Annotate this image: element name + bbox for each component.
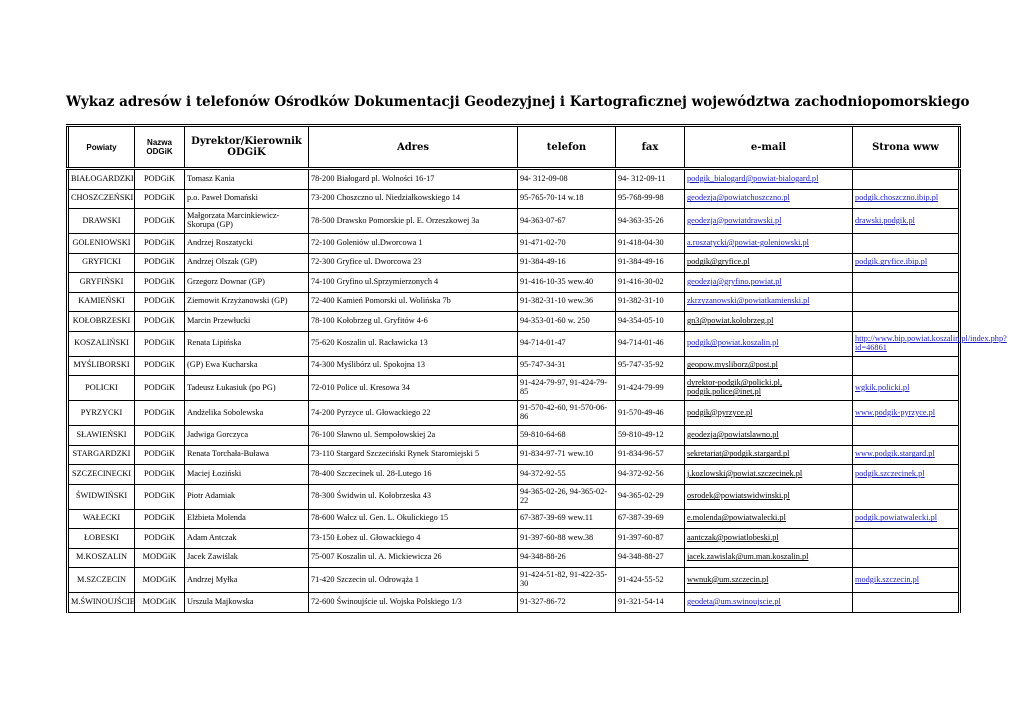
cell-dyrektor: Piotr Adamiak [185,484,309,509]
table-row [68,568,960,593]
cell-nazwa: PODGiK [135,189,185,209]
email-link[interactable]: geodezja@powiatslawno.pl [687,429,779,439]
cell-telefon: 95-765-70-14 w.18 [518,189,616,209]
table-row [68,209,960,234]
email-link[interactable]: osrodek@powiatswidwinski.pl [687,491,790,501]
header-dyrektor: Dyrektor/Kierownik ODGiK [185,126,309,169]
cell-telefon: 94-348-88-26 [518,548,616,568]
cell-www [853,568,960,593]
cell-nazwa: PODGiK [135,292,185,312]
cell-nazwa: MODGiK [135,548,185,568]
email-link[interactable]: geodezja@powiatdrawski.pl [687,215,782,225]
cell-telefon: 95-747-34-31 [518,356,616,376]
cell-nazwa: PODGiK [135,169,185,190]
cell-fax: 91-418-04-30 [616,234,685,254]
cell-nazwa: PODGiK [135,234,185,254]
email-link[interactable]: podgik@gryfice.pl [687,257,750,267]
table-body [68,169,1007,613]
cell-nazwa: PODGiK [135,253,185,273]
page-title: Wykaz adresów i telefonów Ośrodków Dokumentacji Geodezyjnej i Kartograficznej województwa zachodniopomorskiego [66,94,970,110]
www-link[interactable]: podgik.choszczno.ibip.pl [855,193,939,203]
cell-fax: 91-570-49-46 [616,401,685,426]
cell-email [685,593,853,613]
cell-adres: 74-200 Pyrzyce ul. Głowackiego 22 [309,401,518,426]
cell-email [685,426,853,446]
cell-www [853,376,960,401]
cell-www [853,426,960,446]
cell-telefon: 94-365-02-26, 94-365-02-22 [518,484,616,509]
cell-adres: 73-200 Choszczno ul. Niedziałkowskiego 14 [309,189,518,209]
cell-fax: 91-834-96-57 [616,445,685,465]
cell-www [853,529,960,549]
table-header-row [68,126,960,169]
cell-powiat: BIAŁOGARDZKI [68,169,135,190]
table-row [68,253,960,273]
cell-fax: 59-810-49-12 [616,426,685,446]
header-nazwa: Nazwa ODGiK [135,126,185,169]
cell-www [853,548,960,568]
table-row [68,529,960,549]
cell-nazwa: PODGiK [135,465,185,485]
cell-powiat: M.ŚWINOUJŚCIE [68,593,135,613]
cell-fax: 94-365-02-29 [616,484,685,509]
cell-nazwa: PODGiK [135,445,185,465]
cell-email [685,465,853,485]
table-row [68,445,960,465]
cell-fax: 91-424-79-99 [616,376,685,401]
cell-email [685,376,853,401]
cell-dyrektor: p.o. Paweł Domański [185,189,309,209]
cell-powiat: KOSZALIŃSKI [68,331,135,356]
cell-adres: 75-007 Koszalin ul. A. Mickiewicza 26 [309,548,518,568]
table-row [68,376,960,401]
cell-adres: 73-110 Stargard Szczeciński Rynek Staromiejski 5 [309,445,518,465]
cell-telefon: 91-382-31-10 wew.36 [518,292,616,312]
table-row [68,312,960,332]
cell-nazwa: MODGiK [135,593,185,613]
cell-adres: 71-420 Szczecin ul. Odrowąża 1 [309,568,518,593]
cell-fax: 94-372-92-56 [616,465,685,485]
cell-telefon: 91-424-79-97, 91-424-79-85 [518,376,616,401]
cell-email [685,401,853,426]
cell-adres: 78-200 Białogard pl. Wolności 16-17 [309,169,518,190]
cell-www [853,169,960,190]
cell-email [685,209,853,234]
cell-powiat: PYRZYCKI [68,401,135,426]
email-link[interactable]: wwnuk@um.szczecin.pl [687,574,769,584]
cell-dyrektor: Andrzej Myłka [185,568,309,593]
cell-telefon: 91-397-60-88 wew.38 [518,529,616,549]
cell-powiat: CHOSZCZEŃSKI [68,189,135,209]
cell-email [685,509,853,529]
cell-telefon: 91-327-86-72 [518,593,616,613]
table-row [68,593,960,613]
table-row [68,273,960,293]
table-row [68,484,960,509]
www-link[interactable]: drawski.podgik.pl [855,215,915,225]
cell-adres: 76-100 Sławno ul. Sempołowskiej 2a [309,426,518,446]
cell-nazwa: PODGiK [135,273,185,293]
cell-dyrektor: (GP) Ewa Kucharska [185,356,309,376]
cell-www [853,209,960,234]
cell-email [685,292,853,312]
email-link[interactable]: gn3@powiat.kolobrzeg.pl [687,315,774,325]
email-link[interactable]: aantczak@powiatlobeski.pl [687,532,779,542]
cell-nazwa: PODGiK [135,376,185,401]
header-powiaty: Powiaty [68,126,135,169]
cell-email [685,484,853,509]
table-row [68,169,960,190]
cell-adres: 72-400 Kamień Pomorski ul. Wolińska 7b [309,292,518,312]
header-email: e-mail [685,126,853,169]
cell-fax: 94-363-35-26 [616,209,685,234]
email-link[interactable]: jacek.zawislak@um.man.koszalin.pl [687,552,809,562]
cell-dyrektor: Andrzej Olszak (GP) [185,253,309,273]
cell-nazwa: PODGiK [135,509,185,529]
cell-email [685,253,853,273]
email-link[interactable]: geodezja@powiatchoszczno.pl [687,193,790,203]
cell-telefon: 91-416-10-35 wew.40 [518,273,616,293]
cell-www [853,465,960,485]
cell-powiat: DRAWSKI [68,209,135,234]
email-link[interactable]: podgik_bialogard@powiat-bialogard.pl [687,173,819,183]
email-link[interactable]: zkrzyzanowski@powiatkamienski.pl [687,296,810,306]
cell-dyrektor: Andrzej Roszatycki [185,234,309,254]
cell-fax: 91-321-54-14 [616,593,685,613]
email-link[interactable]: geopow.mysliborz@post.pl [687,360,778,370]
www-link[interactable]: www.podgik-pyrzyce.pl [855,407,936,417]
cell-nazwa: PODGiK [135,312,185,332]
cell-dyrektor: Jacek Zawiślak [185,548,309,568]
cell-adres: 74-300 Myślibórz ul. Spokojna 13 [309,356,518,376]
cell-powiat: GRYFICKI [68,253,135,273]
cell-email [685,169,853,190]
cell-adres: 78-600 Wałcz ul. Gen. L. Okulickiego 15 [309,509,518,529]
cell-nazwa: PODGiK [135,209,185,234]
cell-email [685,189,853,209]
cell-www [853,234,960,254]
cell-dyrektor: Maciej Łoziński [185,465,309,485]
cell-email [685,331,853,356]
cell-www [853,509,960,529]
cell-adres: 72-600 Świnoujście ul. Wojska Polskiego 1/3 [309,593,518,613]
www-link[interactable]: modgik.szczecin.pl [855,574,920,584]
table-row [68,234,960,254]
cell-telefon: 91-570-42-60, 91-570-06-86 [518,401,616,426]
cell-dyrektor: Andżelika Sobolewska [185,401,309,426]
cell-email [685,529,853,549]
cell-dyrektor: Adam Antczak [185,529,309,549]
cell-powiat: M.KOSZALIN [68,548,135,568]
cell-adres: 75-620 Koszalin ul. Racławicka 13 [309,331,518,356]
cell-dyrektor: Tomasz Kania [185,169,309,190]
table-row [68,292,960,312]
cell-adres: 73-150 Łobez ul. Głowackiego 4 [309,529,518,549]
www-link[interactable]: www.podgik.stargard.pl [855,449,935,459]
cell-dyrektor: Renata Torchała-Buława [185,445,309,465]
cell-powiat: SZCZECINECKI [68,465,135,485]
cell-fax: 91-397-60-87 [616,529,685,549]
email-link[interactable]: geodeta@um.swinoujscie.pl [687,596,781,606]
cell-fax: 67-387-39-69 [616,509,685,529]
cell-email [685,548,853,568]
table-row [68,465,960,485]
cell-dyrektor: Ziemowit Krzyżanowski (GP) [185,292,309,312]
cell-www [853,273,960,293]
cell-telefon: 94-363-07-67 [518,209,616,234]
cell-powiat: GRYFIŃSKI [68,273,135,293]
cell-nazwa: PODGiK [135,401,185,426]
cell-www [853,253,960,273]
cell-powiat: ŚWIDWIŃSKI [68,484,135,509]
email-link[interactable]: podgik@powiat.koszalin.pl [687,338,779,348]
cell-email [685,568,853,593]
cell-www [853,401,960,426]
table-row [68,509,960,529]
cell-powiat: GOLENIOWSKI [68,234,135,254]
cell-powiat: KAMIEŃSKI [68,292,135,312]
email-link[interactable]: geodezja@gryfino.powiat.pl [687,276,782,286]
cell-telefon: 94-714-01-47 [518,331,616,356]
cell-adres: 72-300 Gryfice ul. Dworcowa 23 [309,253,518,273]
cell-dyrektor: Tadeusz Łukasiuk (po PG) [185,376,309,401]
www-link[interactable]: podgik.gryfice.ibip.pl [855,257,928,267]
cell-dyrektor: Grzegorz Downar (GP) [185,273,309,293]
table-row [68,426,960,446]
cell-telefon: 94-353-01-60 w. 250 [518,312,616,332]
cell-dyrektor: Elżbieta Molenda [185,509,309,529]
cell-adres: 72-100 Goleniów ul.Dworcowa 1 [309,234,518,254]
cell-adres: 78-100 Kołobrzeg ul. Gryfitów 4-6 [309,312,518,332]
cell-telefon: 94- 312-09-08 [518,169,616,190]
www-link[interactable]: podgik.powiatwalecki.pl [855,513,938,523]
cell-telefon: 67-387-39-69 wew.11 [518,509,616,529]
cell-telefon: 91-834-97-71 wew.10 [518,445,616,465]
cell-powiat: ŁOBESKI [68,529,135,549]
cell-fax: 91-384-49-16 [616,253,685,273]
cell-www [853,593,960,613]
cell-telefon: 91-424-51-82, 91-422-35-30 [518,568,616,593]
header-telefon: telefon [518,126,616,169]
cell-adres: 78-300 Świdwin ul. Kołobrzeska 43 [309,484,518,509]
cell-adres: 74-100 Gryfino ul.Sprzymierzonych 4 [309,273,518,293]
cell-www [853,189,960,209]
email-link[interactable]: podgik@pyrzyce.pl [687,407,753,417]
cell-telefon: 91-384-49-16 [518,253,616,273]
cell-fax: 94-354-05-10 [616,312,685,332]
cell-www [853,445,960,465]
cell-www [853,312,960,332]
header-fax: fax [616,126,685,169]
email-link[interactable]: dyrektor-podgik@policki.pl, podgik.police@inet.pl [687,378,783,396]
cell-dyrektor: Urszula Majkowska [185,593,309,613]
cell-nazwa: PODGiK [135,426,185,446]
cell-powiat: STARGARDZKI [68,445,135,465]
www-link[interactable]: http://www.bip.powiat.koszalin.pl/index.php?id=46861 [855,333,1007,352]
cell-powiat: WAŁECKI [68,509,135,529]
cell-email [685,234,853,254]
cell-powiat: MYŚLIBORSKI [68,356,135,376]
cell-powiat: KOŁOBRZESKI [68,312,135,332]
header-www: Strona www [853,126,960,169]
cell-www [853,292,960,312]
cell-adres: 72-010 Police ul. Kresowa 34 [309,376,518,401]
cell-fax: 94- 312-09-11 [616,169,685,190]
cell-email [685,445,853,465]
table-row [68,401,960,426]
cell-nazwa: MODGiK [135,568,185,593]
cell-www [853,356,960,376]
email-link[interactable]: a.roszatycki@powiat-goleniowski.pl [687,237,809,247]
cell-email [685,312,853,332]
cell-adres: 78-400 Szczecinek ul. 28-Lutego 16 [309,465,518,485]
cell-www [853,331,1007,356]
email-link[interactable]: sekretariat@podgik.stargard.pl [687,449,790,459]
cell-telefon: 59-810-64-68 [518,426,616,446]
cell-adres: 78-500 Drawsko Pomorskie pl. E. Orzeszkowej 3a [309,209,518,234]
cell-powiat: M.SZCZECIN [68,568,135,593]
cell-fax: 91-424-55-52 [616,568,685,593]
cell-nazwa: PODGiK [135,331,185,356]
cell-fax: 94-348-88-27 [616,548,685,568]
cell-powiat: SŁAWIEŃSKI [68,426,135,446]
cell-dyrektor: Jadwiga Gorczyca [185,426,309,446]
cell-fax: 95-768-99-98 [616,189,685,209]
cell-email [685,273,853,293]
odgik-table [66,124,1007,613]
table-row [68,331,960,356]
cell-fax: 91-382-31-10 [616,292,685,312]
cell-telefon: 94-372-92-55 [518,465,616,485]
cell-dyrektor: Marcin Przewłucki [185,312,309,332]
email-link[interactable]: j.kozlowski@powiat.szczecinek.pl [687,468,803,478]
cell-www [853,484,960,509]
header-adres: Adres [309,126,518,169]
cell-nazwa: PODGiK [135,484,185,509]
cell-dyrektor: Małgorzata Marcinkiewicz-Skorupa (GP) [185,209,309,234]
cell-telefon: 91-471-02-70 [518,234,616,254]
cell-fax: 95-747-35-92 [616,356,685,376]
cell-fax: 91-416-30-02 [616,273,685,293]
table-row [68,356,960,376]
cell-nazwa: PODGiK [135,529,185,549]
table-row [68,189,960,209]
cell-nazwa: PODGiK [135,356,185,376]
cell-dyrektor: Renata Lipińska [185,331,309,356]
www-link[interactable]: wgkik.policki.pl [855,382,910,392]
email-link[interactable]: e.molenda@powiatwalecki.pl [687,513,786,523]
cell-email [685,356,853,376]
cell-powiat: POLICKI [68,376,135,401]
www-link[interactable]: podgik.szczecinek.pl [855,468,925,478]
cell-fax: 94-714-01-46 [616,331,685,356]
table-row [68,548,960,568]
